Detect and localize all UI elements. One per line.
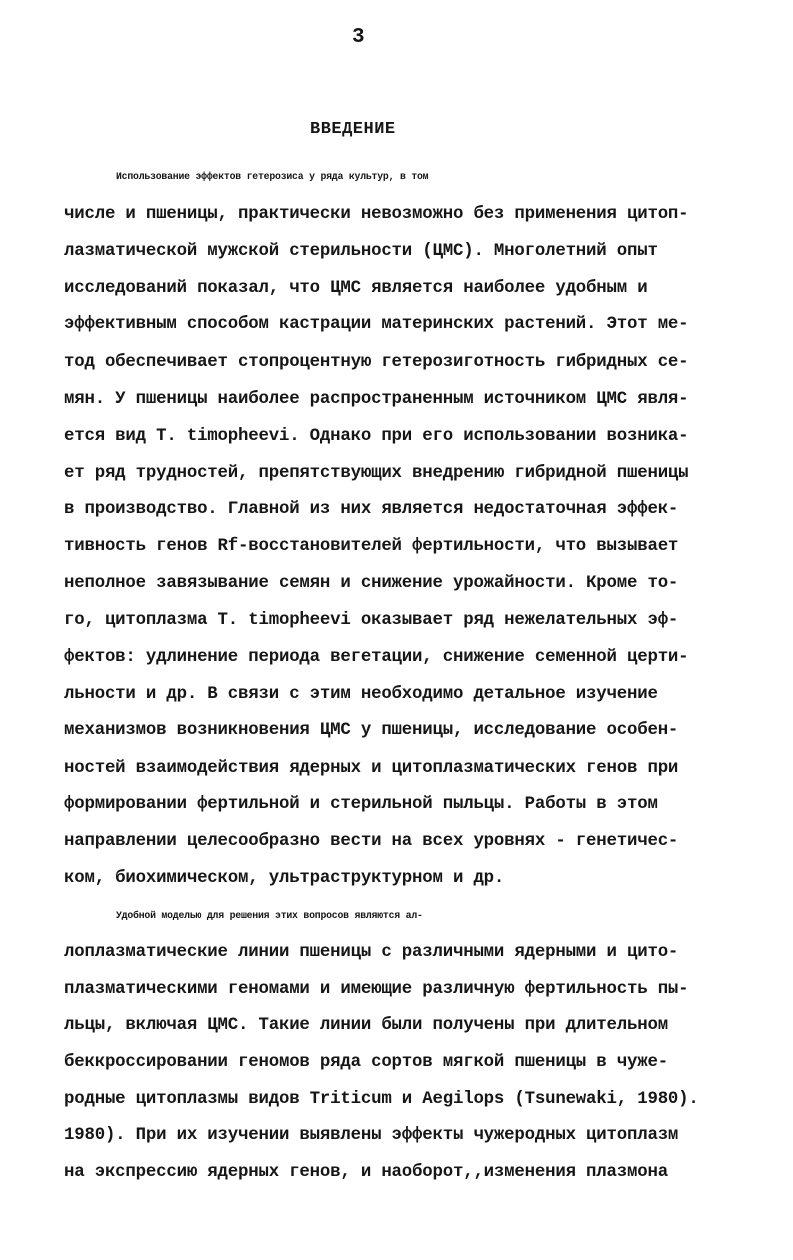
text-line: лазматической мужской стерильности (ЦМС). Многолетний опыт: [64, 242, 658, 261]
text-line: формировании фертильной и стерильной пыльцы. Работы в этом: [64, 795, 658, 814]
page-number: 3: [352, 26, 365, 49]
text-line: эффективным способом кастрации материнских растений. Этот ме-: [64, 315, 689, 334]
text-line: тивность генов Rf-восстановителей фертильности, что вызывает: [64, 537, 679, 556]
text-line: Удобной моделью для решения этих вопросов являются ал-: [116, 910, 423, 921]
text-line: льности и др. В связи с этим необходимо детальное изучение: [64, 685, 658, 704]
text-line: го, цитоплазма T. timopheevi оказывает ряд нежелательных эф-: [64, 611, 679, 630]
text-line: исследований показал, что ЦМС является наиболее удобным и: [64, 279, 648, 298]
text-line: беккроссировании геномов ряда сортов мягкой пшеницы в чуже-: [64, 1053, 668, 1072]
text-line: механизмов возникновения ЦМС у пшеницы, исследование особен-: [64, 721, 679, 740]
text-line: на экспрессию ядерных генов, и наоборот,,изменения плазмона: [64, 1163, 668, 1182]
text-line: в производство. Главной из них является недостаточная эффек-: [64, 500, 679, 519]
section-heading: ВВЕДЕНИЕ: [310, 120, 396, 139]
text-line: ностей взаимодействия ядерных и цитоплазматических генов при: [64, 759, 679, 778]
text-line: ется вид T. timopheevi. Однако при его использовании возника-: [64, 427, 689, 446]
text-line: лоплазматические линии пшеницы с различными ядерными и цито-: [64, 943, 679, 962]
text-line: мян. У пшеницы наиболее распространенным источником ЦМС явля-: [64, 390, 689, 409]
text-line: направлении целесообразно вести на всех уровнях - генетичес-: [64, 832, 679, 851]
text-line: тод обеспечивает стопроцентную гетерозиготность гибридных се-: [64, 353, 689, 372]
text-line: числе и пшеницы, практически невозможно без применения цитоп-: [64, 205, 689, 224]
text-line: родные цитоплазмы видов Triticum и Aegilops (Tsunewaki, 1980).: [64, 1090, 699, 1109]
text-line: ет ряд трудностей, препятствующих внедрению гибридной пшеницы: [64, 464, 689, 483]
text-line: 1980). При их изучении выявлены эффекты чужеродных цитоплазм: [64, 1126, 679, 1145]
text-line: Использование эффектов гетерозиса у ряда культур, в том: [116, 171, 429, 182]
text-line: плазматическими геномами и имеющие различную фертильность пы-: [64, 980, 689, 999]
text-line: неполное завязывание семян и снижение урожайности. Кроме то-: [64, 574, 679, 593]
text-line: ком, биохимическом, ультраструктурном и др.: [64, 869, 505, 888]
text-line: льцы, включая ЦМС. Такие линии были получены при длительном: [64, 1016, 668, 1035]
text-line: фектов: удлинение периода вегетации, снижение семенной церти-: [64, 648, 689, 667]
